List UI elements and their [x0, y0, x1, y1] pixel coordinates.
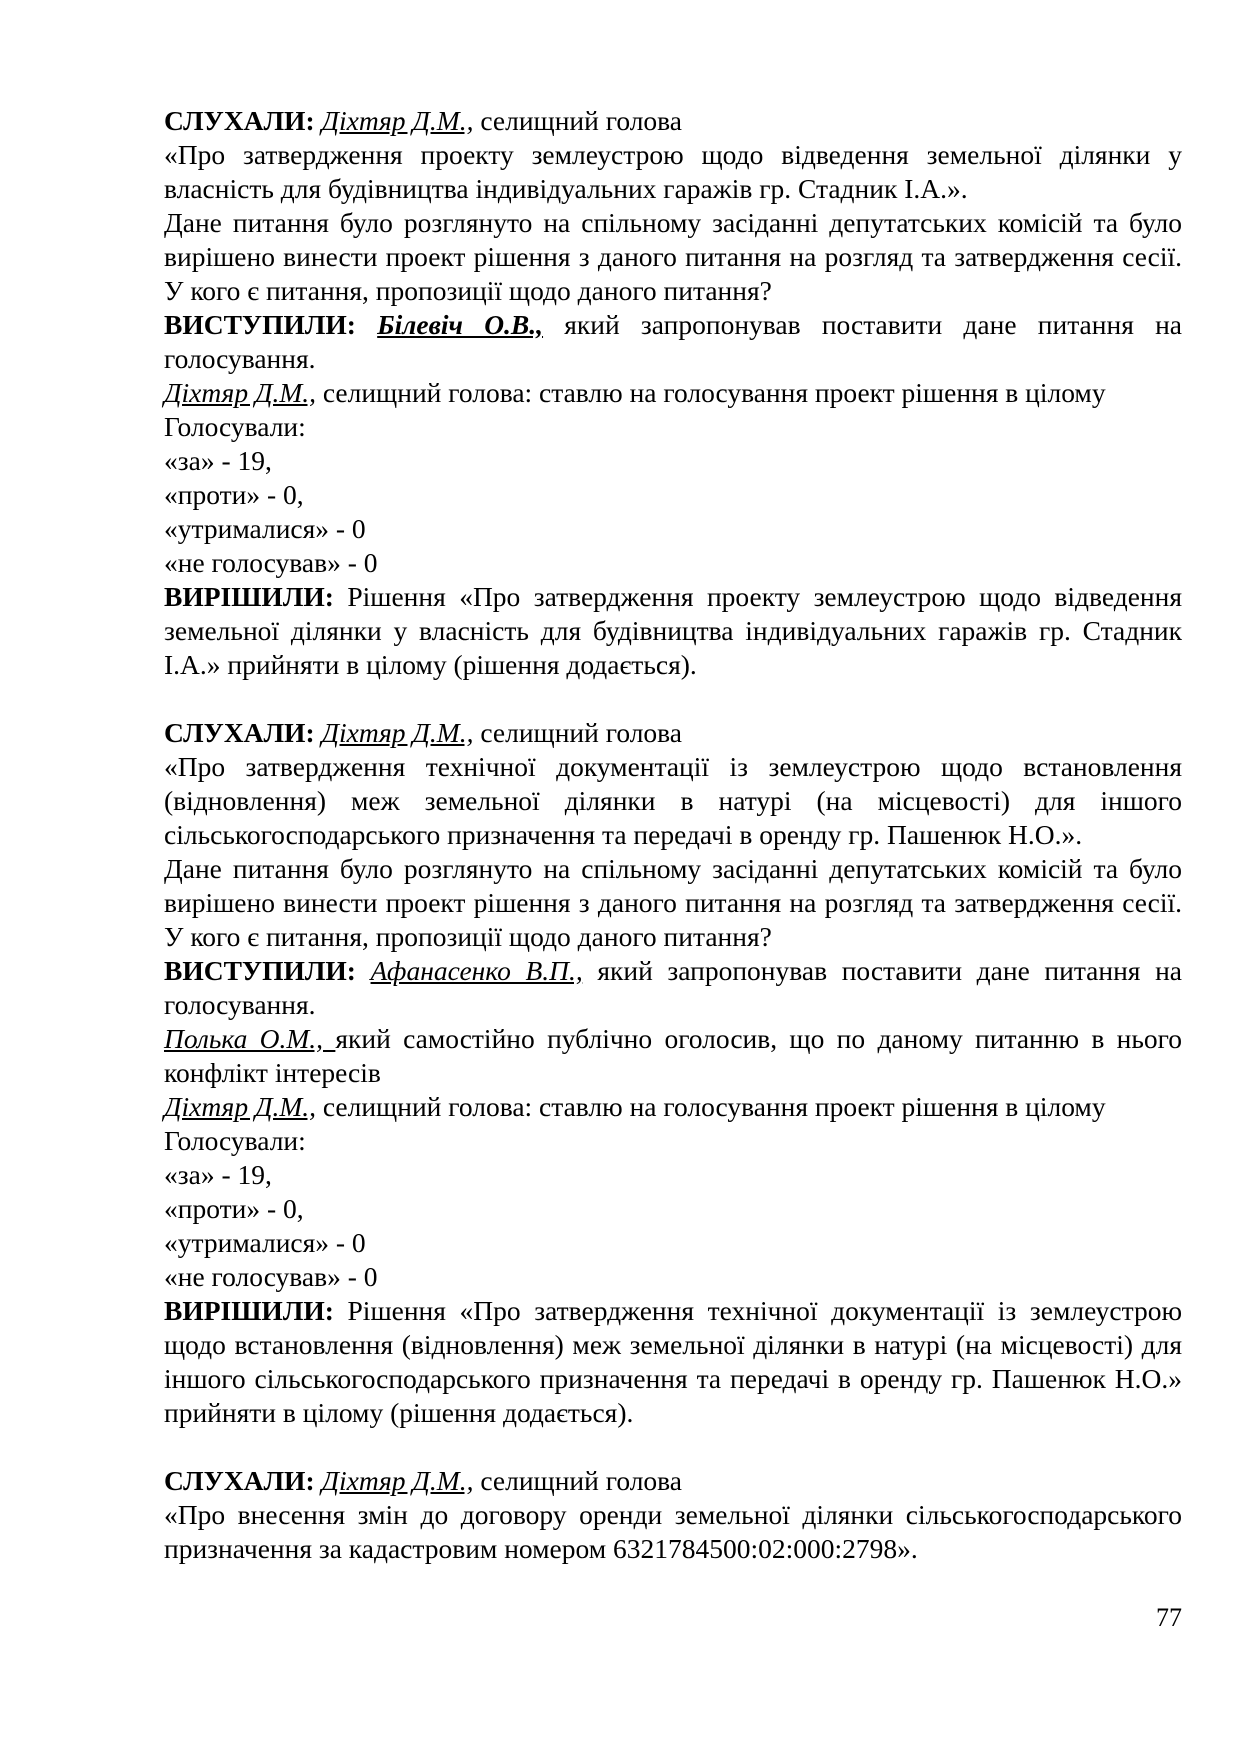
topic-text: «Про внесення змін до договору оренди земельної ділянки сільськогосподарського призначення за кадастровим номером 6321784500:02:000:2798». — [164, 1499, 1182, 1564]
conflict-speaker: Полька О.М., — [164, 1023, 336, 1054]
decided-text: Рішення «Про затвердження проекту землеустрою щодо відведення земельної ділянки у власність для будівництва індивідуальних гаражів гр. Стадник І.А.» прийняти в цілому (рішення додається). — [164, 581, 1182, 680]
heard-role: селищний голова — [473, 105, 683, 136]
vote-abstained: «утрималися» - 0 — [164, 1227, 366, 1258]
decided-line — [164, 580, 1182, 682]
discussion-text: Дане питання було розглянуто на спільному засіданні депутатських комісій та було вирішено винести проект рішення з даного питання на розгляд та затвердження сесії. У кого є питання, пропозиції щодо даного питання? — [164, 207, 1182, 306]
spoke-label: ВИСТУПИЛИ: — [164, 309, 356, 340]
topic-text: «Про затвердження технічної документації із землеустрою щодо встановлення (відновлення) меж земельної ділянки в натурі (на місцевості) для іншого сільськогосподарського призначення та передачі в оренду гр. Пашенюк Н.О.». — [164, 751, 1182, 850]
vote-not-voted: «не голосував» - 0 — [164, 547, 378, 578]
vote-not-voted: «не голосував» - 0 — [164, 1261, 378, 1292]
discussion-text: Дане питання було розглянуто на спільному засіданні депутатських комісій та було вирішено винести проект рішення з даного питання на розгляд та затвердження сесії. У кого є питання, пропозиції щодо даного питання? — [164, 853, 1182, 952]
spoke-label: ВИСТУПИЛИ: — [164, 955, 356, 986]
spoke-line — [164, 308, 1182, 376]
vote-against: «проти» - 0, — [164, 1193, 304, 1224]
heard-role: селищний голова — [473, 717, 683, 748]
agenda-item-1 — [164, 104, 1182, 682]
heard-speaker: Діхтяр Д.М., — [321, 105, 474, 136]
heard-line — [164, 716, 1182, 750]
conflict-text: який самостійно публічно оголосив, що по даному питанню в нього конфлікт інтересів — [164, 1023, 1182, 1088]
heard-label: СЛУХАЛИ: — [164, 1465, 315, 1496]
votes-title: Голосували: — [164, 1125, 306, 1156]
spoke-text: який запропонував поставити дане питання на голосування. — [164, 955, 1182, 1020]
chair-speaker: Діхтяр Д.М., — [164, 377, 316, 408]
document-body — [164, 104, 1182, 1600]
chair-text: селищний голова: ставлю на голосування проект рішення в цілому — [315, 377, 1106, 408]
vote-abstained: «утрималися» - 0 — [164, 513, 366, 544]
heard-label: СЛУХАЛИ: — [164, 105, 315, 136]
chair-speaker: Діхтяр Д.М., — [164, 1091, 316, 1122]
vote-for: «за» - 19, — [164, 445, 272, 476]
heard-label: СЛУХАЛИ: — [164, 717, 315, 748]
chair-line — [164, 1090, 1182, 1124]
decided-text: Рішення «Про затвердження технічної документації із землеустрою щодо встановлення (відновлення) меж земельної ділянки в натурі (на місцевості) для іншого сільськогосподарського призначення та передачі в оренду гр. Пашенюк Н.О.» прийняти в цілому (рішення додається). — [164, 1295, 1182, 1428]
chair-line — [164, 376, 1182, 410]
decided-label: ВИРІШИЛИ: — [164, 1295, 334, 1326]
conflict-line — [164, 1022, 1182, 1090]
agenda-item-3 — [164, 1464, 1182, 1566]
votes-title: Голосували: — [164, 411, 306, 442]
vote-against: «проти» - 0, — [164, 479, 304, 510]
spoke-text: який запропонував поставити дане питання на голосування. — [164, 309, 1182, 374]
spoke-speaker: Білевіч О.В., — [377, 309, 544, 340]
heard-speaker: Діхтяр Д.М., — [321, 1465, 474, 1496]
topic-text: «Про затвердження проекту землеустрою щодо відведення земельної ділянки у власність для будівництва індивідуальних гаражів гр. Стадник І.А.». — [164, 139, 1182, 204]
heard-role: селищний голова — [473, 1465, 683, 1496]
heard-line — [164, 1464, 1182, 1498]
spoke-speaker: Афанасенко В.П., — [370, 955, 583, 986]
heard-speaker: Діхтяр Д.М., — [321, 717, 474, 748]
spoke-line — [164, 954, 1182, 1022]
decided-label: ВИРІШИЛИ: — [164, 581, 334, 612]
page-number: 77 — [1156, 1603, 1182, 1632]
vote-for: «за» - 19, — [164, 1159, 272, 1190]
agenda-item-2 — [164, 716, 1182, 1430]
decided-line — [164, 1294, 1182, 1430]
heard-line — [164, 104, 1182, 138]
chair-text: селищний голова: ставлю на голосування проект рішення в цілому — [315, 1091, 1106, 1122]
